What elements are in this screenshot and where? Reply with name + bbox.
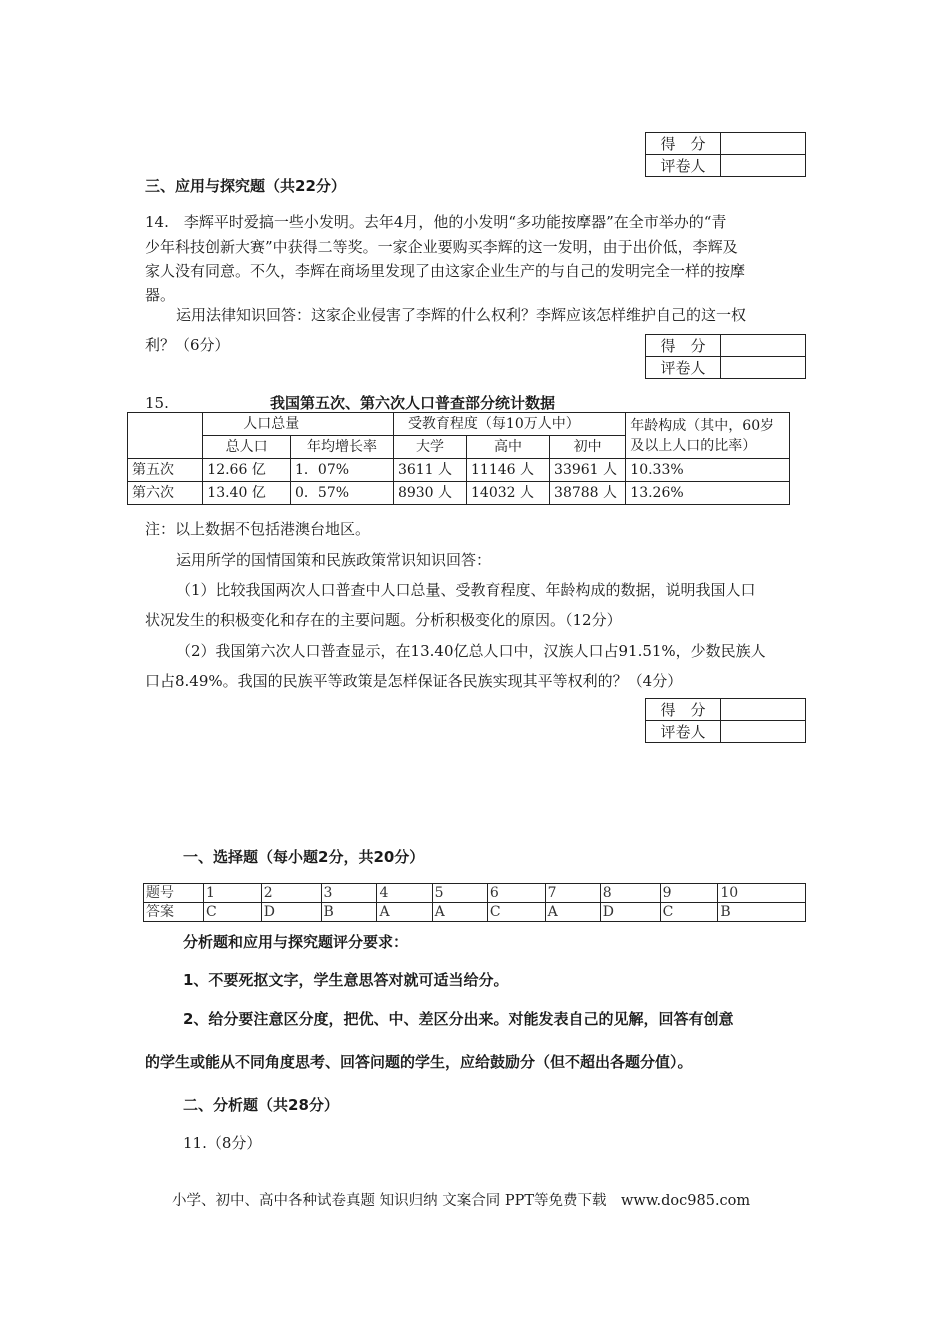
table-row <box>144 903 806 922</box>
grader-label: 评卷人 <box>646 357 721 379</box>
cell-growth: 0．57% <box>291 482 394 505</box>
q14-line: 器。 <box>145 286 176 304</box>
grader-label: 评卷人 <box>646 721 721 743</box>
answer-key-table <box>143 883 806 922</box>
grader-field[interactable] <box>721 721 806 743</box>
answer-key: A <box>377 903 432 922</box>
grading-rule: 2、给分要注意区分度，把优、中、差区分出来。对能发表自己的见解，回答有创意 <box>183 1010 734 1028</box>
population-table-title: 我国第五次、第六次人口普查部分统计数据 <box>270 394 556 412</box>
question-number: 7 <box>545 884 600 903</box>
question-number: 5 <box>432 884 487 903</box>
row-label: 题号 <box>144 884 204 903</box>
answer-key: D <box>600 903 660 922</box>
header-growth: 年均增长率 <box>291 436 394 459</box>
grader-label: 评卷人 <box>646 155 721 177</box>
score-box <box>645 334 806 379</box>
answer-key: C <box>660 903 718 922</box>
q15-part1: （1）比较我国两次人口普查中人口总量、受教育程度、年龄构成的数据，说明我国人口 <box>176 581 756 599</box>
answer-key: A <box>545 903 600 922</box>
cell-high: 14032 人 <box>467 482 550 505</box>
cell-university: 8930 人 <box>393 482 466 505</box>
table-note: 注：以上数据不包括港澳台地区。 <box>145 520 371 538</box>
cell-age: 10.33% <box>626 459 790 482</box>
question-number: 3 <box>321 884 377 903</box>
q15-part2: 口占8.49%。我国的民族平等政策是怎样保证各民族实现其平等权利的？（4分） <box>145 672 683 690</box>
cell-total: 13.40 亿 <box>203 482 291 505</box>
header-total-group: 人口总量 <box>203 413 394 436</box>
question-number: 8 <box>600 884 660 903</box>
q14-line: 少年科技创新大赛”中获得二等奖。一家企业要购买李辉的这一发明，由于出价低，李辉及 <box>145 238 738 256</box>
q15-number: 15. <box>145 394 169 412</box>
question-number: 4 <box>377 884 432 903</box>
table-row <box>128 482 790 505</box>
q15-intro: 运用所学的国情国策和民族政策常识知识回答： <box>176 551 492 569</box>
header-middle-school: 初中 <box>550 436 626 459</box>
cell-age: 13.26% <box>626 482 790 505</box>
header-total-pop: 总人口 <box>203 436 291 459</box>
answer-key: B <box>718 903 806 922</box>
score-label: 得 分 <box>646 335 721 357</box>
question-number: 2 <box>261 884 321 903</box>
answers-section1-title: 一、选择题（每小题2分，共20分） <box>183 848 425 866</box>
question-number: 10 <box>718 884 806 903</box>
answer-key: B <box>321 903 377 922</box>
answer-key: D <box>261 903 321 922</box>
grading-rule: 的学生或能从不同角度思考、回答问题的学生，应给鼓励分（但不超出各题分值）。 <box>145 1053 693 1071</box>
score-box <box>645 698 806 743</box>
answers-section2-title: 二、分析题（共28分） <box>183 1096 339 1114</box>
answer-key: C <box>487 903 545 922</box>
score-label: 得 分 <box>646 133 721 155</box>
q15-part1: 状况发生的积极变化和存在的主要问题。分析积极变化的原因。（12分） <box>145 611 622 629</box>
table-row <box>144 884 806 903</box>
grader-field[interactable] <box>721 155 806 177</box>
cell-total: 12.66 亿 <box>203 459 291 482</box>
q14-ask: 利？（6分） <box>145 336 230 354</box>
cell-middle: 33961 人 <box>550 459 626 482</box>
cell-high: 11146 人 <box>467 459 550 482</box>
score-field[interactable] <box>721 699 806 721</box>
section3-title: 三、应用与探究题（共22分） <box>145 177 346 195</box>
score-field[interactable] <box>721 335 806 357</box>
question-number: 6 <box>487 884 545 903</box>
q11-answer: 11.（8分） <box>183 1134 262 1152</box>
footer-text: 小学、初中、高中各种试卷真题 知识归纳 文案合同 PPT等免费下载 www.doc985.com <box>172 1193 751 1209</box>
cell-university: 3611 人 <box>393 459 466 482</box>
answer-key: A <box>432 903 487 922</box>
header-high-school: 高中 <box>467 436 550 459</box>
grading-rule: 1、不要死抠文字，学生意思答对就可适当给分。 <box>183 971 509 989</box>
row-name: 第六次 <box>128 482 203 505</box>
corner-cell <box>128 413 203 459</box>
q14-ask: 运用法律知识回答：这家企业侵害了李辉的什么权利？李辉应该怎样维护自己的这一权 <box>176 306 747 324</box>
population-table <box>127 412 790 505</box>
row-label: 答案 <box>144 903 204 922</box>
score-box <box>645 132 806 177</box>
q14-line: 家人没有同意。不久，李辉在商场里发现了由这家企业生产的与自己的发明完全一样的按摩 <box>145 262 746 280</box>
table-row <box>128 459 790 482</box>
score-field[interactable] <box>721 133 806 155</box>
question-number: 1 <box>204 884 262 903</box>
cell-growth: 1．07% <box>291 459 394 482</box>
question-number: 9 <box>660 884 718 903</box>
q14-line: 14. 李辉平时爱搞一些小发明。去年4月，他的小发明“多功能按摩器”在全市举办的“青 <box>145 213 727 231</box>
grading-title: 分析题和应用与探究题评分要求： <box>183 933 409 951</box>
grader-field[interactable] <box>721 357 806 379</box>
header-age-group: 年龄构成（其中，60岁及以上人口的比率） <box>626 413 790 459</box>
header-university: 大学 <box>393 436 466 459</box>
header-edu-group: 受教育程度（每10万人中） <box>393 413 625 436</box>
score-label: 得 分 <box>646 699 721 721</box>
row-name: 第五次 <box>128 459 203 482</box>
q15-part2: （2）我国第六次人口普查显示，在13.40亿总人口中，汉族人口占91.51%，少数民族人 <box>176 642 766 660</box>
answer-key: C <box>204 903 262 922</box>
cell-middle: 38788 人 <box>550 482 626 505</box>
